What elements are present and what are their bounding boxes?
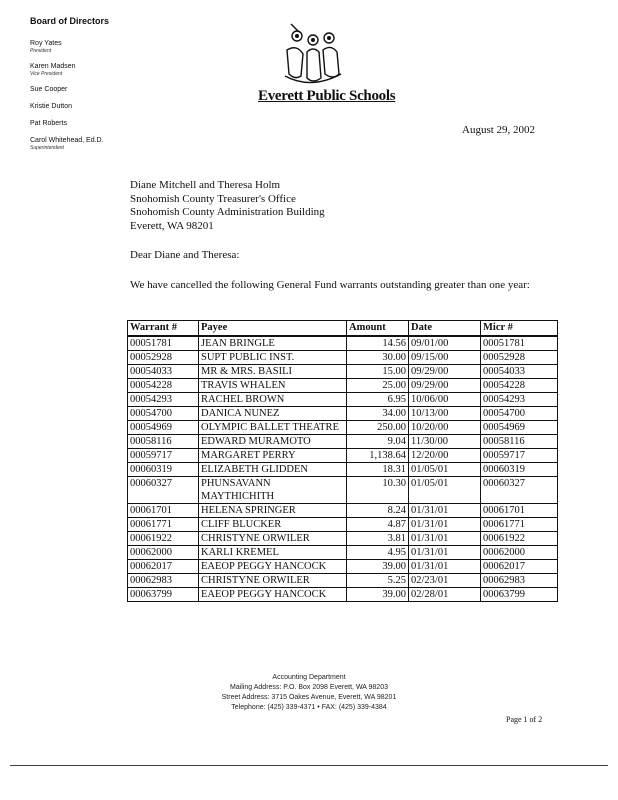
page-number: Page 1 of 2	[506, 715, 543, 724]
cell-date: 10/06/00	[409, 393, 481, 407]
table-row	[128, 532, 558, 546]
cell-warrant: 00058116	[128, 435, 199, 449]
cell-payee: HELENA SPRINGER	[199, 504, 347, 518]
board-member-role: Vice President	[30, 71, 63, 77]
cell-payee: RACHEL BROWN	[199, 393, 347, 407]
board-of-directors	[30, 16, 180, 160]
cell-micr: 00063799	[481, 588, 558, 602]
cell-amount: 25.00	[347, 379, 409, 393]
cell-micr: 00061701	[481, 504, 558, 518]
table-row	[128, 588, 558, 602]
cell-amount: 4.87	[347, 518, 409, 532]
board-member-name: Sue Cooper	[30, 86, 68, 93]
cell-date: 09/15/00	[409, 351, 481, 365]
footer-mailing-address: Mailing Address: P.O. Box 2098 Everett, WA 98203	[230, 684, 388, 691]
cell-payee: EAEOP PEGGY HANCOCK	[199, 588, 347, 602]
cell-payee: CHRISTYNE ORWILER	[199, 532, 347, 546]
cell-amount: 34.00	[347, 407, 409, 421]
cell-date: 01/31/01	[409, 504, 481, 518]
cell-payee: PHUNSAVANN MAYTHICHITH	[199, 477, 347, 504]
cell-amount: 3.81	[347, 532, 409, 546]
board-member-role: Superintendent	[30, 145, 64, 151]
cell-warrant: 00060319	[128, 463, 199, 477]
cell-amount: 30.00	[347, 351, 409, 365]
cell-micr: 00060327	[481, 477, 558, 504]
cell-warrant: 00063799	[128, 588, 199, 602]
table-row	[128, 421, 558, 435]
table-row	[128, 574, 558, 588]
table-row	[128, 365, 558, 379]
cell-micr: 00054969	[481, 421, 558, 435]
cell-micr: 00062000	[481, 546, 558, 560]
cell-warrant: 00054228	[128, 379, 199, 393]
cell-date: 01/05/01	[409, 477, 481, 504]
table-row	[128, 407, 558, 421]
cell-warrant: 00061922	[128, 532, 199, 546]
cell-micr: 00059717	[481, 449, 558, 463]
cell-payee: EAEOP PEGGY HANCOCK	[199, 560, 347, 574]
warrant-table	[127, 320, 558, 602]
cell-micr: 00054293	[481, 393, 558, 407]
cell-warrant: 00061701	[128, 504, 199, 518]
cell-micr: 00051781	[481, 336, 558, 351]
cell-date: 01/31/01	[409, 560, 481, 574]
cell-warrant: 00054969	[128, 421, 199, 435]
recipient-address	[130, 179, 325, 233]
board-members	[30, 40, 180, 151]
cell-amount: 15.00	[347, 365, 409, 379]
table-row	[128, 379, 558, 393]
footer	[0, 673, 618, 713]
table-row	[128, 393, 558, 407]
cell-amount: 39.00	[347, 560, 409, 574]
cell-payee: CLIFF BLUCKER	[199, 518, 347, 532]
cell-date: 11/30/00	[409, 435, 481, 449]
board-member	[30, 103, 180, 111]
cell-payee: MARGARET PERRY	[199, 449, 347, 463]
board-member	[30, 40, 180, 54]
cell-amount: 18.31	[347, 463, 409, 477]
table-row	[128, 435, 558, 449]
cell-amount: 4.95	[347, 546, 409, 560]
cell-warrant: 00060327	[128, 477, 199, 504]
salutation: Dear Diane and Theresa:	[130, 249, 240, 261]
board-member	[30, 63, 180, 77]
cell-micr: 00054700	[481, 407, 558, 421]
cell-amount: 5.25	[347, 574, 409, 588]
cell-payee: ELIZABETH GLIDDEN	[199, 463, 347, 477]
cell-warrant: 00062000	[128, 546, 199, 560]
table-row	[128, 560, 558, 574]
board-member	[30, 137, 180, 151]
cell-amount: 10.30	[347, 477, 409, 504]
cell-warrant: 00059717	[128, 449, 199, 463]
cell-amount: 6.95	[347, 393, 409, 407]
cell-amount: 250.00	[347, 421, 409, 435]
cell-warrant: 00054033	[128, 365, 199, 379]
cell-date: 12/20/00	[409, 449, 481, 463]
table-row	[128, 504, 558, 518]
cell-date: 09/01/00	[409, 336, 481, 351]
board-member-name: Karen Madsen	[30, 63, 76, 70]
cell-warrant: 00061771	[128, 518, 199, 532]
cell-date: 02/23/01	[409, 574, 481, 588]
header-date: Date	[409, 321, 481, 337]
cell-payee: KARLI KREMEL	[199, 546, 347, 560]
cell-payee: JEAN BRINGLE	[199, 336, 347, 351]
cell-micr: 00058116	[481, 435, 558, 449]
header-warrant: Warrant #	[128, 321, 199, 337]
table-row	[128, 449, 558, 463]
board-member-name: Carol Whitehead, Ed.D.	[30, 137, 104, 144]
footer-phone-fax: Telephone: (425) 339-4371 • FAX: (425) 339-4384	[231, 704, 387, 711]
cell-warrant: 00051781	[128, 336, 199, 351]
header-amount: Amount	[347, 321, 409, 337]
cell-payee: OLYMPIC BALLET THEATRE	[199, 421, 347, 435]
board-member	[30, 86, 180, 94]
cell-micr: 00052928	[481, 351, 558, 365]
cell-warrant: 00062017	[128, 560, 199, 574]
cell-date: 01/31/01	[409, 532, 481, 546]
cell-warrant: 00054293	[128, 393, 199, 407]
letter-body: We have cancelled the following General Fund warrants outstanding greater than one year:	[130, 279, 530, 291]
cell-date: 01/05/01	[409, 463, 481, 477]
address-line: Everett, WA 98201	[130, 219, 214, 232]
board-member	[30, 120, 180, 128]
cell-warrant: 00062983	[128, 574, 199, 588]
footer-street-address: Street Address: 3715 Oakes Avenue, Everett, WA 98201	[221, 694, 397, 701]
cell-payee: SUPT PUBLIC INST.	[199, 351, 347, 365]
table-row	[128, 463, 558, 477]
cell-payee: EDWARD MURAMOTO	[199, 435, 347, 449]
logo-wordmark: Everett Public Schools	[258, 88, 396, 104]
table-row	[128, 336, 558, 351]
board-member-name: Kristie Dutton	[30, 103, 73, 110]
table-row	[128, 518, 558, 532]
cell-payee: MR & MRS. BASILI	[199, 365, 347, 379]
cell-payee: TRAVIS WHALEN	[199, 379, 347, 393]
address-line: Snohomish County Treasurer's Office	[130, 192, 296, 205]
cell-micr: 00060319	[481, 463, 558, 477]
cell-date: 02/28/01	[409, 588, 481, 602]
cell-amount: 8.24	[347, 504, 409, 518]
cell-warrant: 00052928	[128, 351, 199, 365]
cell-warrant: 00054700	[128, 407, 199, 421]
letter-date: August 29, 2002	[462, 124, 536, 136]
header-micr: Micr #	[481, 321, 558, 337]
cell-payee: DANICA NUNEZ	[199, 407, 347, 421]
cell-date: 01/31/01	[409, 546, 481, 560]
table-header-row	[128, 321, 558, 337]
address-line: Diane Mitchell and Theresa Holm	[130, 179, 281, 191]
cell-micr: 00061922	[481, 532, 558, 546]
cell-date: 09/29/00	[409, 379, 481, 393]
footer-department: Accounting Department	[272, 674, 346, 681]
cell-date: 10/20/00	[409, 421, 481, 435]
board-member-name: Pat Roberts	[30, 120, 67, 127]
cell-amount: 39.00	[347, 588, 409, 602]
cell-micr: 00054033	[481, 365, 558, 379]
cell-micr: 00054228	[481, 379, 558, 393]
cell-amount: 9.04	[347, 435, 409, 449]
cell-payee: CHRISTYNE ORWILER	[199, 574, 347, 588]
board-member-role: President	[30, 48, 52, 54]
table-row	[128, 351, 558, 365]
board-member-name: Roy Yates	[30, 40, 62, 47]
cell-date: 09/29/00	[409, 365, 481, 379]
cell-amount: 1,138.64	[347, 449, 409, 463]
cell-date: 10/13/00	[409, 407, 481, 421]
table-row	[128, 477, 558, 504]
address-line: Snohomish County Administration Building	[130, 206, 325, 218]
cell-micr: 00062983	[481, 574, 558, 588]
bottom-rule	[10, 765, 608, 766]
cell-micr: 00061771	[481, 518, 558, 532]
table-row	[128, 546, 558, 560]
warrant-rows	[128, 336, 558, 602]
cell-date: 01/31/01	[409, 518, 481, 532]
board-title: Board of Directors	[30, 16, 110, 26]
cell-amount: 14.56	[347, 336, 409, 351]
cell-micr: 00062017	[481, 560, 558, 574]
header-payee: Payee	[199, 321, 347, 337]
